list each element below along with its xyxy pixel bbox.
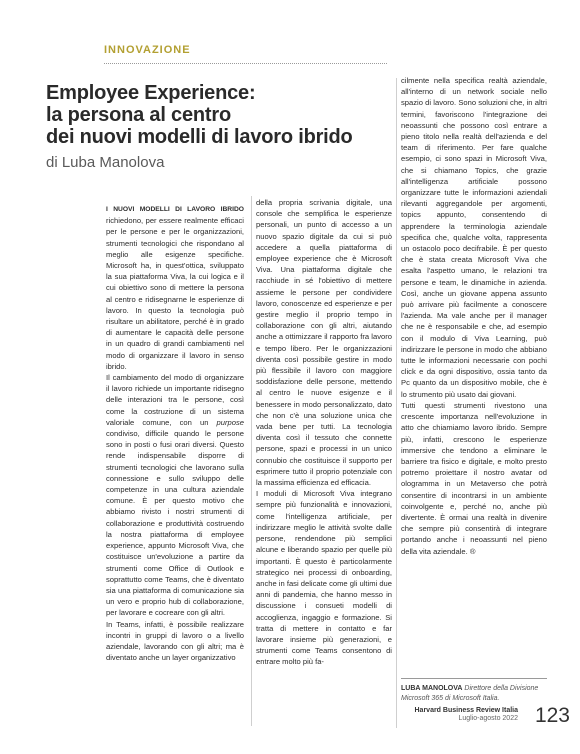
author-bio <box>401 684 551 704</box>
bio-author-role: Direttore della Divisione Microsoft 365 di Microsoft Italia. <box>401 685 539 702</box>
page-number: 123 <box>534 704 570 727</box>
column-1-text-1: richiedono, per essere realmente efficaci per le persone e per le organizzazioni, strumenti tecnologici che rispondano al meglio alle esigenze specifiche. Microsoft ha, in quest'ottica, sviluppato la sua piattaforma Viva, la cui logica e il cui obiettivo sono di mettere la persona al centro e ridisegnarne le esperienze di lavoro. In questo la tecnologia può risultare un abilitatore, perché è in grado di aumentare le capacità delle persone in un quadro di grandi cambiamenti nel modo di organizzare il lavoro in senso ibrido. <box>106 216 244 371</box>
column-1-text-2a: Il cambiamento del modo di organizzare il lavoro richiede un importante ridisegno delle interazioni tra le persone, così come la costruzione di un sistema valoriale comune, con un <box>106 373 244 427</box>
column-2-paragraph-1: della propria scrivania digitale, una console che semplifica le esperienze personali, un punto di accesso a un nuovo spazio digitale da cui si può accedere a quella piattaforma di employee experience che è Microsoft Viva. Una piattaforma digitale che racchiude in sé l'obiettivo di mettere assieme le persone per condividere lavoro, conoscenze ed esperienze e per gestire meglio il proprio tempo in collaborazione con gli altri, aiutando anche a ottimizzare il rapporto fra lavoro e tempo libero. Per le organizzazioni diventa così possibile gestire in modo più flessibile il lavoro con maggiore soddisfazione delle persone, mettendo al centro le nuove esigenze e il benessere in modo personalizzato, dato che non c'è una soluzione unica che vada bene per tutti. La tecnologia diventa così il tessuto che connette persone, spazi e processi in un unico connubio che costituisce il supporto per esprimere tutto il proprio potenziale con la massima efficienza ed efficacia. <box>256 198 392 488</box>
column-divider <box>251 196 252 726</box>
column-2-paragraph-2: I moduli di Microsoft Viva integrano sempre più funzionalità e innovazioni, come l'intelligenza artificiale, per indirizzare meglio le attività svolte dalle persone, rendendone più semplici alcune e liberando spazio per quelle più importanti. È questo è particolarmente strategico nei processi di onboarding, anche in fasi delicate come gli ultimi due anni di pandemia, che hanno messo in discussione i consueti modelli di accoglienza, ingaggio e formazione. Si tratta di mettere in contatto e far lavorare insieme più generazioni, e strumenti come Teams consentono di entrare molto più fa- <box>256 489 392 667</box>
column-1-paragraph-1 <box>106 203 244 372</box>
article-column-2 <box>256 197 392 668</box>
section-label: INNOVAZIONE <box>104 44 191 56</box>
column-3-paragraph-1: cilmente nella specifica realtà aziendale, all'interno di un network sociale nello spazio di lavoro. Sono soluzioni che, in altri termini, favoriscono l'integrazione dei neoassunti che possono così entrare a pieno titolo nella realtà dell'azienda e del team di riferimento. Per fare qualche esempio, ci sono spazi in Microsoft Viva, che si chiamano Topics, che grazie all'intelligenza artificiale possono organizzare tutte le informazioni aziendali rilevanti aggregandole per argomenti, topics appunto, consentendo di apprendere la terminologia aziendale specifica che, qualche volta, rappresenta un ostacolo poco decifrabile. È per questo che è stata creata Microsoft Viva che esalta l'aspetto umano, le relazioni tra persone e team, le dinamiche in azienda. Così, anche un giovane appena assunto può arrivare più facilmente a conoscere l'azienda. Ma vale anche per il manager che ne è responsabile e che, ad esempio con il modulo di Viva Learning, può indirizzare le persone in modo che abbiano tutte le informazioni necessarie con pochi click e da ogni dispositivo, ossia tanto da Pc quanto da un dispositivo mobile, che è lo strumento più usato dai giovani. <box>401 76 547 399</box>
bio-author-name: LUBA MANOLOVA <box>401 685 463 692</box>
column-divider <box>396 78 397 728</box>
publication-name: Harvard Business Review Italia <box>414 707 518 714</box>
article-title <box>46 82 386 148</box>
author-byline: di Luba Manolova <box>46 154 165 171</box>
issue-date: Luglio-agosto 2022 <box>458 715 518 722</box>
end-of-article-mark: ® <box>469 546 476 556</box>
article-column-3 <box>401 75 547 557</box>
column-3-text-2: Tutti questi strumenti rivestono una crescente importanza nell'evoluzione in atto che chiamiamo lavoro ibrido. Sempre più, infatti, crescono le esperienze immersive che tendono a eliminare le barriere tra fisico e digitale, e molto presto potremo proiettare il nostro avatar od ologramma in un Metaverso che potrà consentire di incontrarsi in un ambiente coinvolgente e, perché no, anche più divertente. È ormai una realtà in divenire che sempre più consentirà di integrare portando anche i neoassunti nel pieno della vita aziendale. <box>401 400 547 556</box>
column-1-paragraph-3: In Teams, infatti, è possibile realizzare incontri in gruppi di lavoro o a livello aziendale, lavorando con gli altri; ma è diventato anche un layer organizzativo <box>106 619 244 663</box>
title-line-2: la persona al centro <box>46 104 231 126</box>
purpose-term: purpose <box>216 417 244 427</box>
title-line-1: Employee Experience: <box>46 82 256 104</box>
page-footer <box>415 707 519 722</box>
column-1-text-2b: condiviso, difficile quando le persone sono in posti o fusi orari diversi. Questo rende indispensabile disporre di strumenti tecnologici che lavorano sulla connessione e sullo sviluppo delle competenze in una cultura aziendale comune. È per questo motivo che abbiamo rivisto i nostri strumenti di collaborazione e produttività costruendo la nostra piattaforma di employee experience, appunto Microsoft Viva, che costituisce un'evoluzione a partire da strumenti come Office di Outlook e soprattutto come Teams, che è diventato sia una piattaforma di comunicazione sia un vero e proprio hub di collaborazione, per lavorare e cocreare con gli altri. <box>106 429 244 618</box>
bio-divider <box>401 678 547 679</box>
column-3-paragraph-2 <box>401 400 547 557</box>
title-line-3: dei nuovi modelli di lavoro ibrido <box>46 126 353 148</box>
article-column-1 <box>106 203 244 663</box>
lead-in-caps: I NUOVI MODELLI DI LAVORO IBRIDO <box>106 206 244 213</box>
column-1-paragraph-2 <box>106 372 244 618</box>
section-divider <box>104 63 387 64</box>
